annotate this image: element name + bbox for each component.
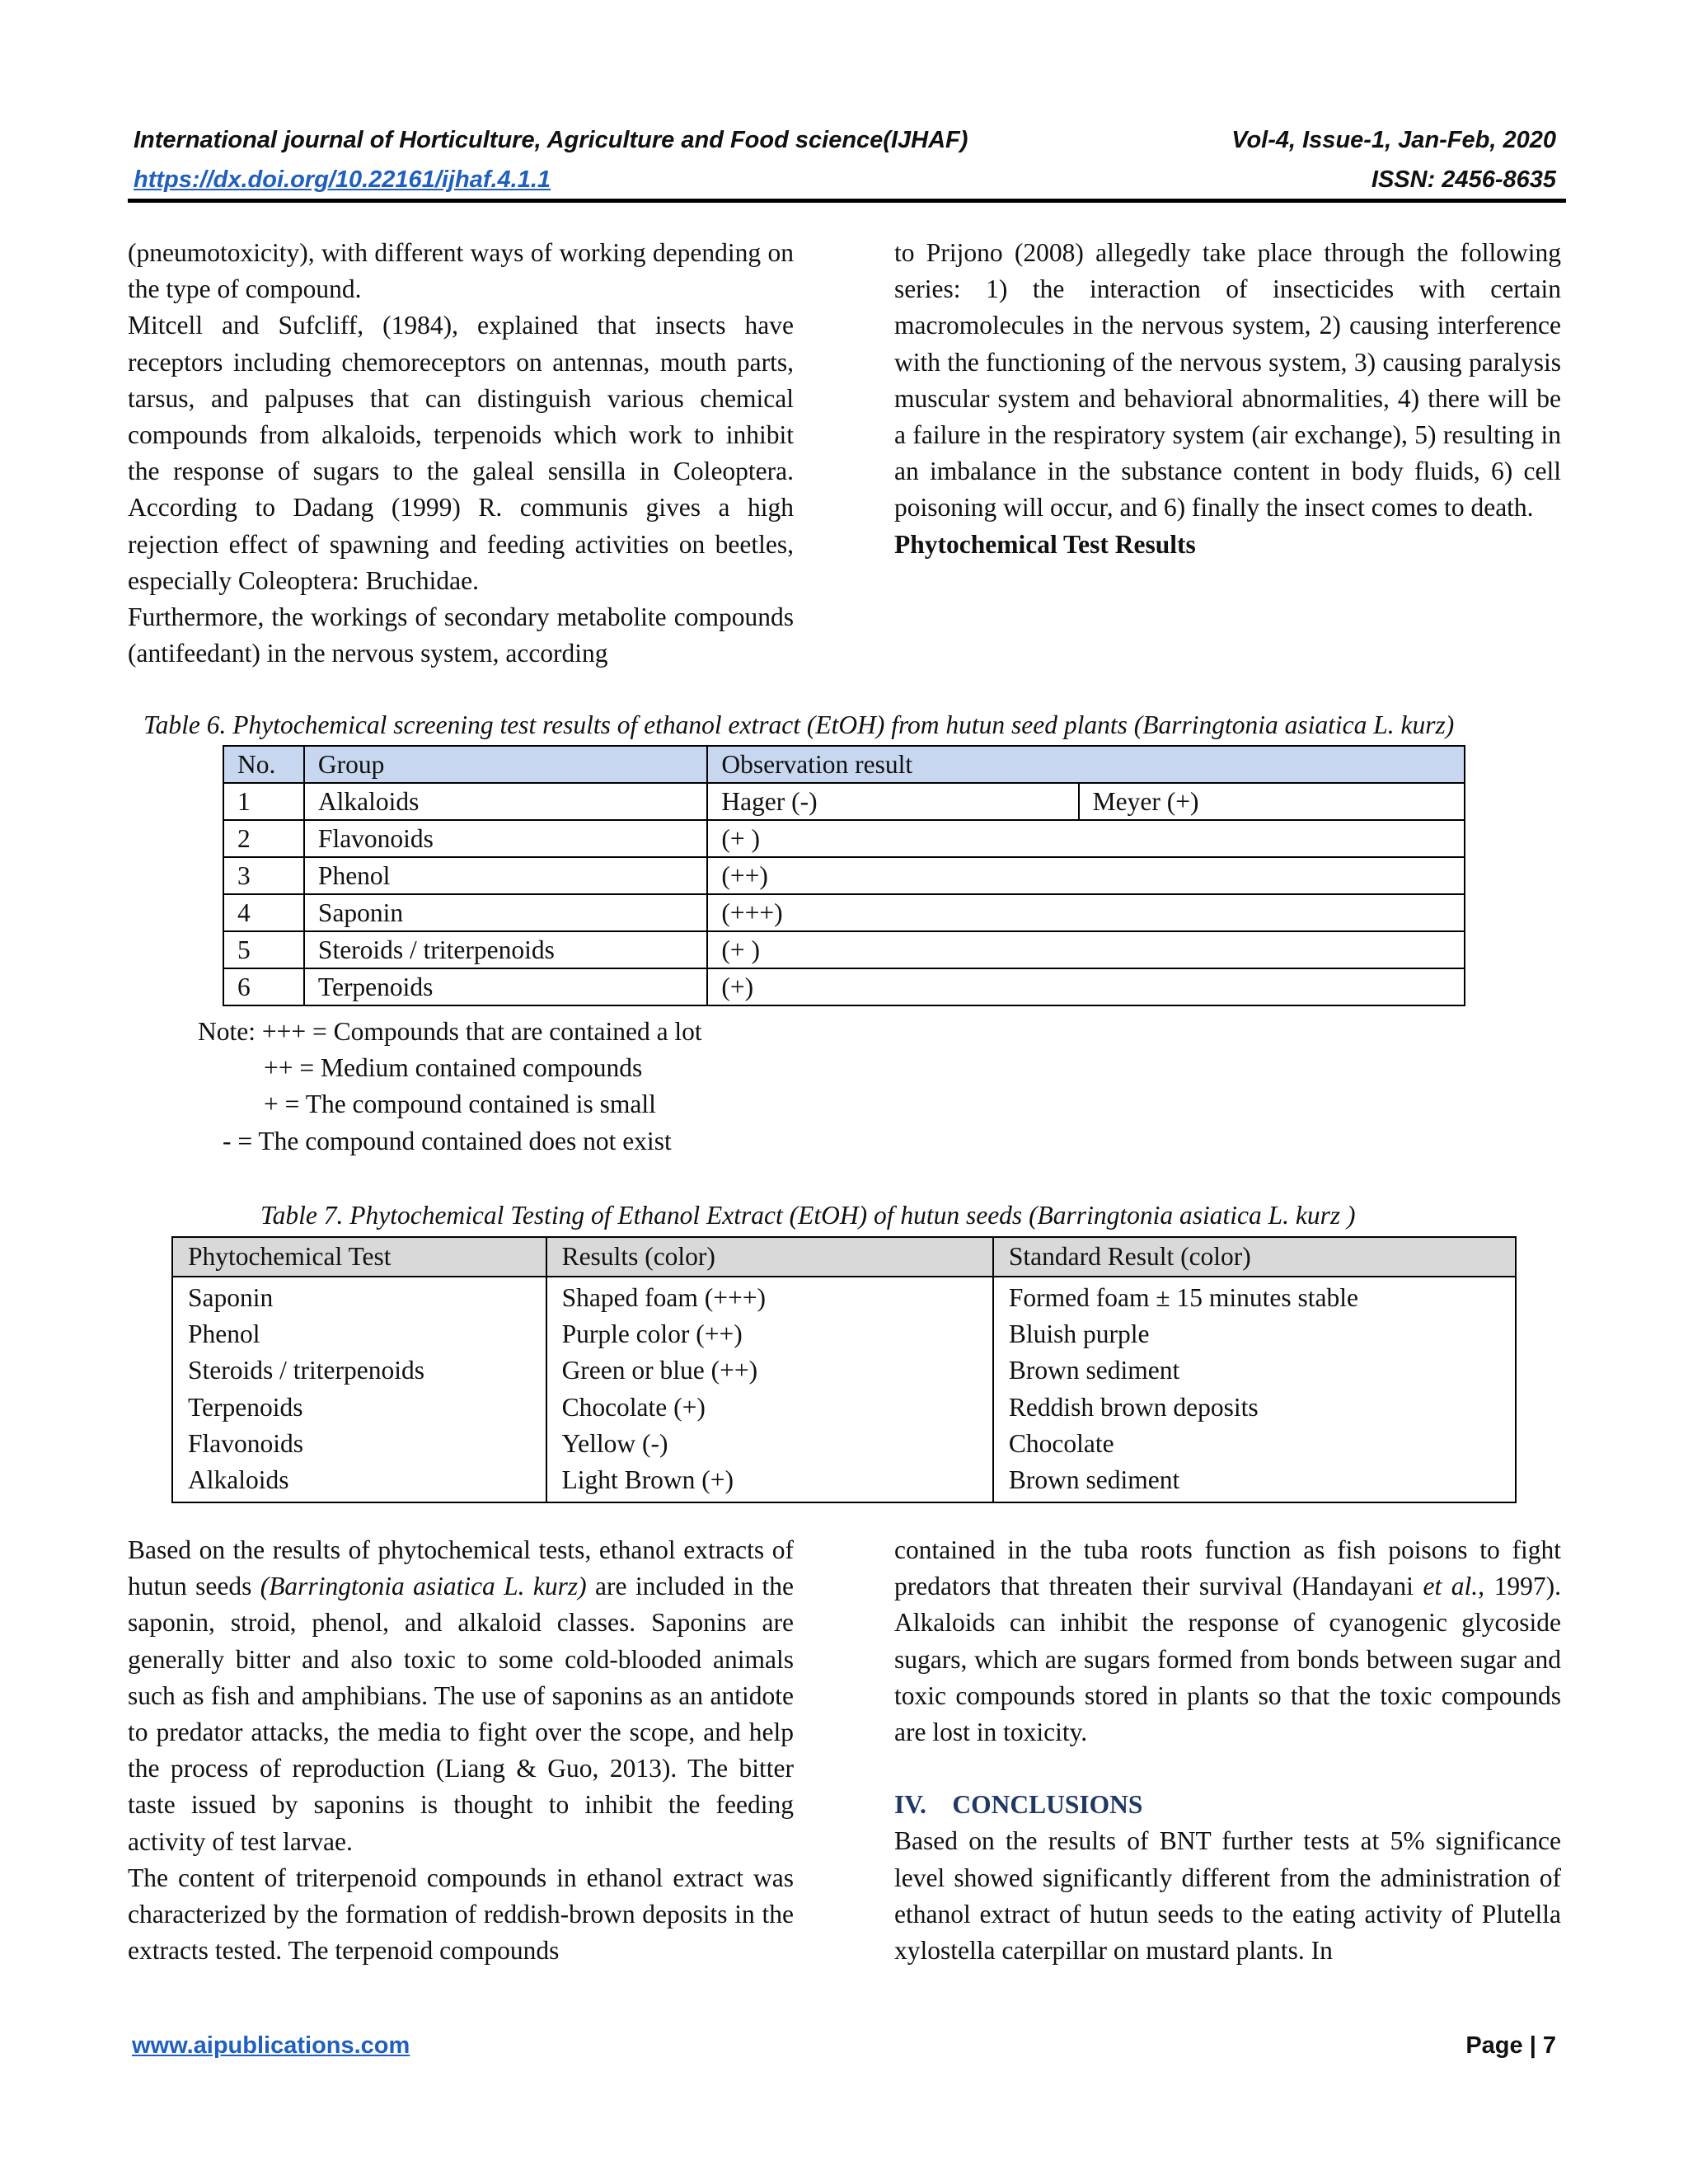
paragraph: Mitcell and Sufcliff, (1984), explained that insects have receptors including chemoreceptors on antennas, mouth parts, tarsus, and palpuses that can distinguish various chemical compounds from alkaloids, terpenoids which work to inhibit the response of sugars to the galeal sensilla in Coleoptera. According to Dadang (1999) R. communis gives a high rejection effect of spawning and feeding activities on beetles, especially Coleoptera: Bruchidae. (128, 311, 794, 595)
table-row (172, 1462, 1516, 1502)
cell: Steroids / triterpenoids (304, 931, 707, 968)
cell: Purple color (++) (546, 1316, 993, 1352)
species-name: (Barringtonia asiatica L. kurz) (260, 1572, 587, 1601)
top-right-column (894, 235, 1561, 563)
cell: Chocolate (993, 1426, 1516, 1462)
spacer (894, 1750, 1561, 1787)
table6-caption: Table 6. Phytochemical screening test results of ethanol extract (EtOH) from hutun seed plants (Barringtonia asiatica L. kurz) (143, 710, 1455, 739)
cell: 4 (223, 894, 304, 931)
cell: Terpenoids (172, 1390, 546, 1426)
note-line: Note: +++ = Compounds that are contained a lot (198, 1017, 702, 1046)
cell: (+++) (707, 894, 1465, 931)
table-row (172, 1390, 1516, 1426)
cell: Chocolate (+) (546, 1390, 993, 1426)
table7 (171, 1236, 1517, 1503)
cell: Steroids / triterpenoids (172, 1352, 546, 1389)
table-row (223, 968, 1465, 1005)
table-header-row (223, 746, 1465, 783)
table-row (172, 1316, 1516, 1352)
cell: Brown sediment (993, 1462, 1516, 1502)
table-row (223, 820, 1465, 857)
table-row (223, 894, 1465, 931)
publisher-link[interactable]: www.aipublications.com (132, 2032, 410, 2059)
table-header-row (172, 1237, 1516, 1277)
paragraph: (pneumotoxicity), with different ways of working depending on the type of compound. (128, 238, 794, 304)
section-title: IV. CONCLUSIONS (894, 1790, 1143, 1820)
paragraph: Based on the results of phytochemical tests, ethanol extracts of hutun seeds (Barringtonia asiatica L. kurz) are included in the saponin, stroid, phenol, and alkaloid classes. Saponins are generally bitter and also toxic to some cold-blooded animals such as fish and amphibians. The use of saponins as an antidote to predator attacks, the media to fight over the scope, and help the process of reproduction (Liang & Guo, 2013). The bitter taste issued by saponins is thought to inhibit the feeding activity of test larvae. (128, 1535, 794, 1856)
header-cell: Group (304, 746, 707, 783)
cell: Reddish brown deposits (993, 1390, 1516, 1426)
header-cell: Phytochemical Test (172, 1237, 546, 1277)
table6 (223, 745, 1465, 1006)
cell: Saponin (304, 894, 707, 931)
journal-title: International journal of Horticulture, Agriculture and Food science(IJHAF) (134, 127, 968, 153)
cell: 6 (223, 968, 304, 1005)
cell: (+ ) (707, 931, 1465, 968)
table-row (223, 783, 1465, 820)
paragraph: to Prijono (2008) allegedly take place through the following series: 1) the interaction of insecticides with certain macromolecules in the nervous system, 2) causing interference with the functioning of the nervous system, 3) causing paralysis muscular system and behavioral abnormalities, 4) there will be a failure in the respiratory system (air exchange), 5) resulting in an imbalance in the substance content in body fluids, 6) cell poisoning will occur, and 6) finally the insect comes to death. (894, 238, 1561, 523)
cell: Terpenoids (304, 968, 707, 1005)
volume-info: Vol-4, Issue-1, Jan-Feb, 2020 (1231, 127, 1556, 153)
page-number: Page | 7 (1465, 2032, 1556, 2059)
cell: (+ ) (707, 820, 1465, 857)
cell: 3 (223, 857, 304, 894)
cell: Formed foam ± 15 minutes stable (993, 1277, 1516, 1316)
header-cell: Observation result (707, 746, 1465, 783)
cell: Light Brown (+) (546, 1462, 993, 1502)
cell: 2 (223, 820, 304, 857)
cell: Yellow (-) (546, 1426, 993, 1462)
cell: Green or blue (++) (546, 1352, 993, 1389)
doi-link[interactable]: https://dx.doi.org/10.22161/ijhaf.4.1.1 (134, 166, 551, 193)
table6-note (198, 1014, 702, 1160)
table-row (223, 857, 1465, 894)
cell: Shaped foam (+++) (546, 1277, 993, 1316)
cell: Brown sediment (993, 1352, 1516, 1389)
table-row (172, 1426, 1516, 1462)
header-cell: Results (color) (546, 1237, 993, 1277)
cell: Phenol (304, 857, 707, 894)
issue-info (1062, 120, 1556, 199)
paragraph: The content of triterpenoid compounds in ethanol extract was characterized by the formation of reddish-brown deposits in the extracts tested. The terpenoid compounds (128, 1863, 794, 1966)
paragraph: Furthermore, the workings of secondary metabolite compounds (antifeedant) in the nervous system, according (128, 602, 794, 668)
cell: Alkaloids (304, 783, 707, 820)
cell: Saponin (172, 1277, 546, 1316)
paragraph: Based on the results of BNT further tests at 5% significance level showed significantly different from the administration of ethanol extract of hutun seeds to the eating activity of Plutella xylostella caterpillar on mustard plants. In (894, 1826, 1561, 1966)
cell: Bluish purple (993, 1316, 1516, 1352)
issn: ISSN: 2456-8635 (1371, 166, 1556, 193)
note-line: + = The compound contained is small (264, 1090, 656, 1119)
header-divider (128, 199, 1566, 203)
cell: Phenol (172, 1316, 546, 1352)
cell: (++) (707, 857, 1465, 894)
cell: (+) (707, 968, 1465, 1005)
header-cell: Standard Result (color) (993, 1237, 1516, 1277)
cell: Hager (-) (707, 783, 1078, 820)
note-line: ++ = Medium contained compounds (264, 1053, 643, 1083)
cell: 5 (223, 931, 304, 968)
table-row (172, 1352, 1516, 1389)
section-heading: Phytochemical Test Results (894, 529, 1196, 559)
paragraph: contained in the tuba roots function as fish poisons to fight predators that threaten their survival (Handayani et al., 1997). Alkaloids can inhibit the response of cyanogenic glycoside sugars, which are sugars formed from bonds between sugar and toxic compounds stored in plants so that the toxic compounds are lost in toxicity. (894, 1535, 1561, 1747)
journal-header (134, 120, 1123, 199)
note-line: - = The compound contained does not exist (223, 1126, 672, 1155)
cell: Alkaloids (172, 1462, 546, 1502)
bottom-right-column (894, 1532, 1561, 1969)
top-left-column (128, 235, 794, 672)
table7-caption: Table 7. Phytochemical Testing of Ethanol Extract (EtOH) of hutun seeds (Barringtonia asiatica L. kurz ) (260, 1201, 1356, 1230)
cell: 1 (223, 783, 304, 820)
table-row (223, 931, 1465, 968)
header-cell: No. (223, 746, 304, 783)
cell: Flavonoids (172, 1426, 546, 1462)
cell: Meyer (+) (1079, 783, 1465, 820)
table-row (172, 1277, 1516, 1316)
bottom-left-column (128, 1532, 794, 1969)
cell: Flavonoids (304, 820, 707, 857)
et-al: et al., (1423, 1572, 1485, 1601)
